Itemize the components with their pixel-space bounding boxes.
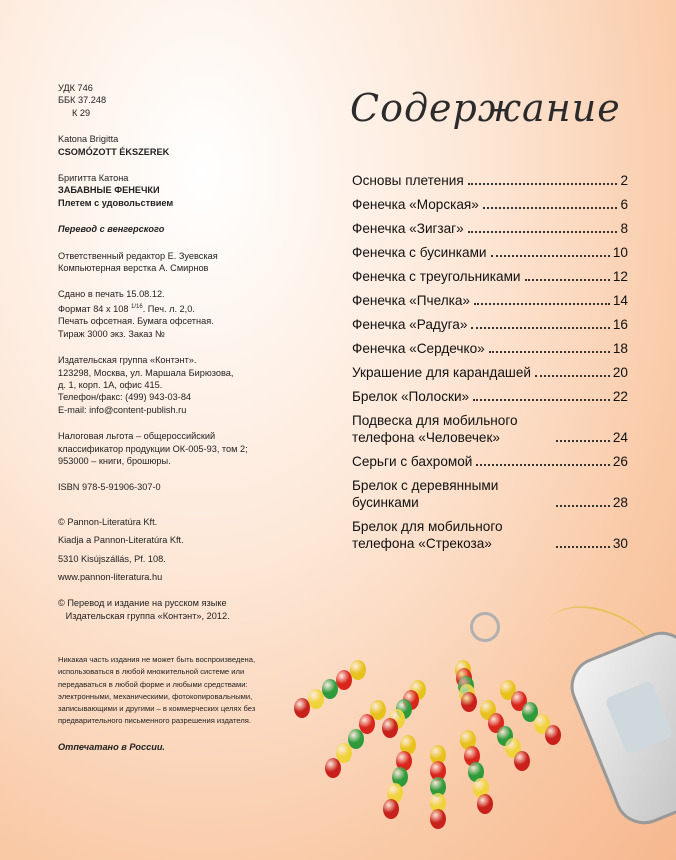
toc-leader: [476, 464, 610, 466]
toc-item[interactable]: [352, 244, 628, 261]
toc-item-title: Подвеска для мобильного телефона «Человечек»: [352, 413, 518, 445]
toc-item-page: 14: [612, 293, 628, 308]
copyright-5: © Перевод и издание на русском языке: [58, 598, 227, 609]
original-author: Katona Brigitta: [58, 134, 119, 145]
run-line: Тираж 3000 экз. Заказ №: [58, 328, 165, 339]
toc-item-page: 8: [620, 221, 628, 236]
bead: [514, 751, 530, 771]
toc-item[interactable]: [352, 412, 628, 446]
russian-title: ЗАБАВНЫЕ ФЕНЕЧКИ: [58, 185, 160, 196]
toc-item-page: 20: [612, 365, 628, 380]
toc-item[interactable]: [352, 477, 628, 511]
toc-leader: [473, 399, 610, 401]
rights-line: записывающими и другими – в коммерческих целях без: [58, 704, 256, 714]
editor-line: Ответственный редактор Е. Зуевская: [58, 250, 218, 261]
toc-item-page: 22: [612, 389, 628, 404]
tax-line-3: 953000 – книги, брошюры.: [58, 456, 171, 466]
toc-item[interactable]: [352, 364, 628, 381]
imprint-block: [58, 82, 308, 754]
toc-item-title: Фенечка «Сердечко»: [352, 341, 485, 356]
toc-item-title: Брелок для мобильного телефона «Стрекоза»: [352, 519, 503, 551]
rights-line: передаваться в любой форме и любыми средствами:: [58, 679, 248, 689]
bead: [382, 718, 398, 738]
publisher-address: 123298, Москва, ул. Маршала Бирюзова,: [58, 367, 234, 378]
toc-leader: [556, 546, 610, 548]
toc-item[interactable]: [352, 268, 628, 285]
tax-line-2: классификатор продукции ОК-005-93, том 2;: [58, 443, 248, 454]
phone-screen: [605, 680, 674, 754]
toc-item-page: 2: [620, 173, 628, 188]
toc-item-title: Фенечка с треугольниками: [352, 269, 521, 284]
rights-line: использоваться в любой множительной системе или: [58, 667, 245, 677]
toc-item[interactable]: [352, 388, 628, 405]
copyright-6: Издательская группа «Контэнт», 2012.: [58, 610, 230, 621]
toc-leader: [489, 351, 610, 353]
bead: [308, 689, 324, 709]
bead: [545, 725, 561, 745]
toc-leader: [556, 505, 610, 507]
toc-item-page: 30: [612, 536, 628, 551]
toc-item-page: 24: [612, 430, 628, 445]
toc-item-page: 12: [612, 269, 628, 284]
author-mark: К 29: [72, 107, 91, 118]
toc-item-title: Фенечка «Морская»: [352, 197, 479, 212]
layout-line: Компьютерная верстка А. Смирнов: [58, 263, 209, 274]
bead: [430, 809, 446, 829]
translation-note: Перевод с венгерского: [58, 224, 165, 235]
toc-leader: [483, 207, 618, 209]
keyring: [470, 612, 500, 642]
toc-item[interactable]: [352, 172, 628, 189]
toc-item-page: 26: [612, 454, 628, 469]
toc-item-title: Серьги с бахромой: [352, 454, 473, 469]
toc-item-title: Основы плетения: [352, 173, 464, 188]
bead: [383, 799, 399, 819]
bbk: ББК 37.248: [58, 95, 107, 106]
bead: [322, 679, 338, 699]
toc-item[interactable]: [352, 316, 628, 333]
rights-notice: [58, 654, 308, 727]
toc-item-page: 28: [612, 495, 628, 510]
toc-item[interactable]: [352, 196, 628, 213]
copyright-2: Kiadja a Pannon-Literatúra Kft.: [58, 535, 184, 546]
udk: УДК 746: [58, 83, 93, 93]
toc-heading: Содержание: [350, 86, 621, 130]
toc-item-page: 10: [612, 245, 628, 260]
bead: [325, 758, 341, 778]
rights-line: Никакая часть издания не может быть воспроизведена,: [58, 655, 256, 665]
copyright-4: www.pannon-literatura.hu: [58, 572, 163, 583]
bead: [461, 692, 477, 712]
bead: [336, 670, 352, 690]
publisher-email: E-mail: info@content-publish.ru: [58, 404, 187, 415]
toc-leader: [468, 183, 618, 185]
toc-leader: [491, 255, 610, 257]
rights-line: предварительного письменного разрешения издателя.: [58, 716, 251, 726]
toc-item-title: Фенечка «Пчелка»: [352, 293, 470, 308]
toc-item[interactable]: [352, 220, 628, 237]
bead: [350, 660, 366, 680]
table-of-contents: [352, 172, 628, 559]
rights-line: электронными, механическими, фотокопировальными,: [58, 691, 253, 701]
copyright-1: © Pannon-Literatúra Kft.: [58, 516, 158, 527]
toc-leader: [525, 279, 610, 281]
russian-subtitle: Плетем с удовольствием: [58, 197, 174, 208]
toc-leader: [468, 231, 618, 233]
toc-leader: [474, 303, 610, 305]
toc-leader: [471, 327, 609, 329]
toc-item[interactable]: [352, 292, 628, 309]
publisher-name: Издательская группа «Контэнт».: [58, 355, 197, 366]
toc-item-title: Фенечка «Радуга»: [352, 317, 468, 332]
copyright-3: 5310 Kisújszállás, Pf. 108.: [58, 553, 166, 564]
toc-item[interactable]: [352, 340, 628, 357]
toc-item[interactable]: [352, 518, 628, 552]
printed-in: Отпечатано в России.: [58, 742, 165, 753]
toc-item-page: 18: [612, 341, 628, 356]
toc-item-page: 6: [620, 197, 628, 212]
toc-item-page: 16: [612, 317, 628, 332]
toc-item-title: Брелок с деревянными бусинками: [352, 478, 499, 510]
toc-leader: [535, 375, 610, 377]
toc-item-title: Украшение для карандашей: [352, 365, 531, 380]
publisher-phone: Телефон/факс: (499) 943-03-84: [58, 392, 192, 403]
toc-item[interactable]: [352, 453, 628, 470]
original-title: CSOMÓZOTT ÉKSZEREK: [58, 146, 170, 157]
toc-item-title: Фенечка «Зигзаг»: [352, 221, 464, 236]
russian-author: Бригитта Катона: [58, 173, 129, 184]
paper-line: Печать офсетная. Бумага офсетная.: [58, 316, 214, 327]
toc-item-title: Фенечка с бусинками: [352, 245, 487, 260]
bead: [477, 794, 493, 814]
format-line: Формат 84 х 108 $^{1/16}$. Печ. л. 2,0.: [58, 303, 195, 314]
isbn: ISBN 978-5-91906-307-0: [58, 482, 161, 493]
publisher-office: д. 1, корп. 1А, офис 415.: [58, 379, 163, 390]
toc-item-title: Брелок «Полоски»: [352, 389, 470, 404]
print-date: Сдано в печать 15.08.12.: [58, 289, 165, 300]
tax-line-1: Налоговая льгота – общероссийский: [58, 431, 216, 442]
toc-leader: [556, 440, 610, 442]
